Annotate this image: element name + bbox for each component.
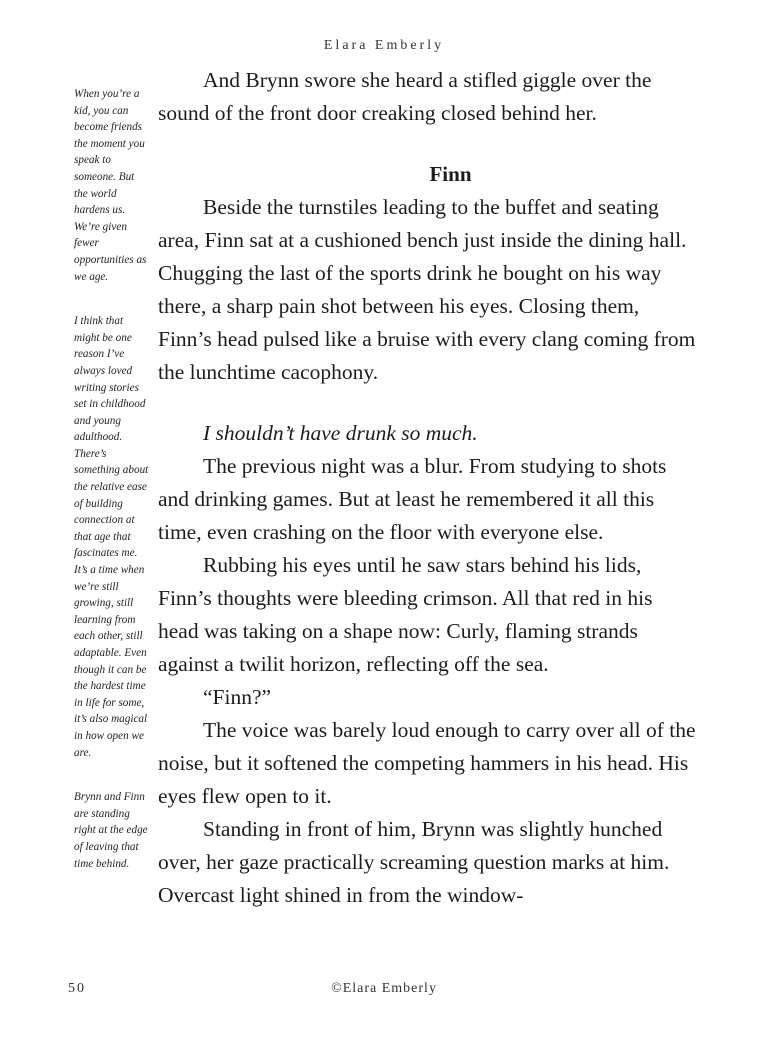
paragraph: Rubbing his eyes until he saw stars behind his lids, Finn’s thoughts were bleeding crimson. All that red in his head was taking on a shape now: Curly, flaming strands against a twilit horizon, reflecting off the sea.: [158, 553, 653, 676]
paragraph: Standing in front of him, Brynn was slightly hunched over, her gaze practically screaming question marks at him. Overcast light shined in from the window-: [158, 817, 670, 907]
chapter-title: Finn: [429, 162, 472, 186]
paragraph: Beside the turnstiles leading to the buffet and seating area, Finn sat at a cushioned bench just inside the dining hall. Chugging the last of the sports drink he bought on his way there, a sharp pain shot between his eyes. Closing them, Finn’s head pulsed like a bruise with every clang coming from the lunchtime cacophony.: [158, 195, 696, 384]
margin-note: I think that might be one reason I’ve always loved writing stories set in childhood and young adulthood. There’s something about the relative ease of building connection at that age that fascinates me. It’s a time when we’re still growing, still learning from each other, still adaptable. Even though it can be the hardest time in life for some, it’s also magical in how open we are.: [74, 315, 149, 759]
margin-notes: [74, 86, 150, 900]
inner-thought: I shouldn’t have drunk so much.: [203, 421, 478, 445]
main-text: [158, 64, 698, 912]
dialogue: “Finn?”: [203, 685, 272, 709]
copyright-footer: ©Elara Emberly: [331, 981, 437, 996]
margin-note: Brynn and Finn are standing right at the edge of leaving that time behind.: [74, 791, 148, 870]
page-header-author: Elara Emberly: [323, 38, 445, 53]
paragraph: The voice was barely loud enough to carry over all of the noise, but it softened the competing hammers in his head. His eyes flew open to it.: [158, 718, 696, 808]
page-number: 50: [68, 981, 86, 996]
paragraph: And Brynn swore she heard a stifled giggle over the sound of the front door creaking closed behind her.: [158, 68, 652, 125]
paragraph: The previous night was a blur. From studying to shots and drinking games. But at least he remembered it all this time, even crashing on the floor with everyone else.: [158, 454, 667, 544]
margin-note: When you’re a kid, you can become friends the moment you speak to someone. But the world hardens us. We’re given fewer opportunities as we age.: [74, 88, 147, 283]
